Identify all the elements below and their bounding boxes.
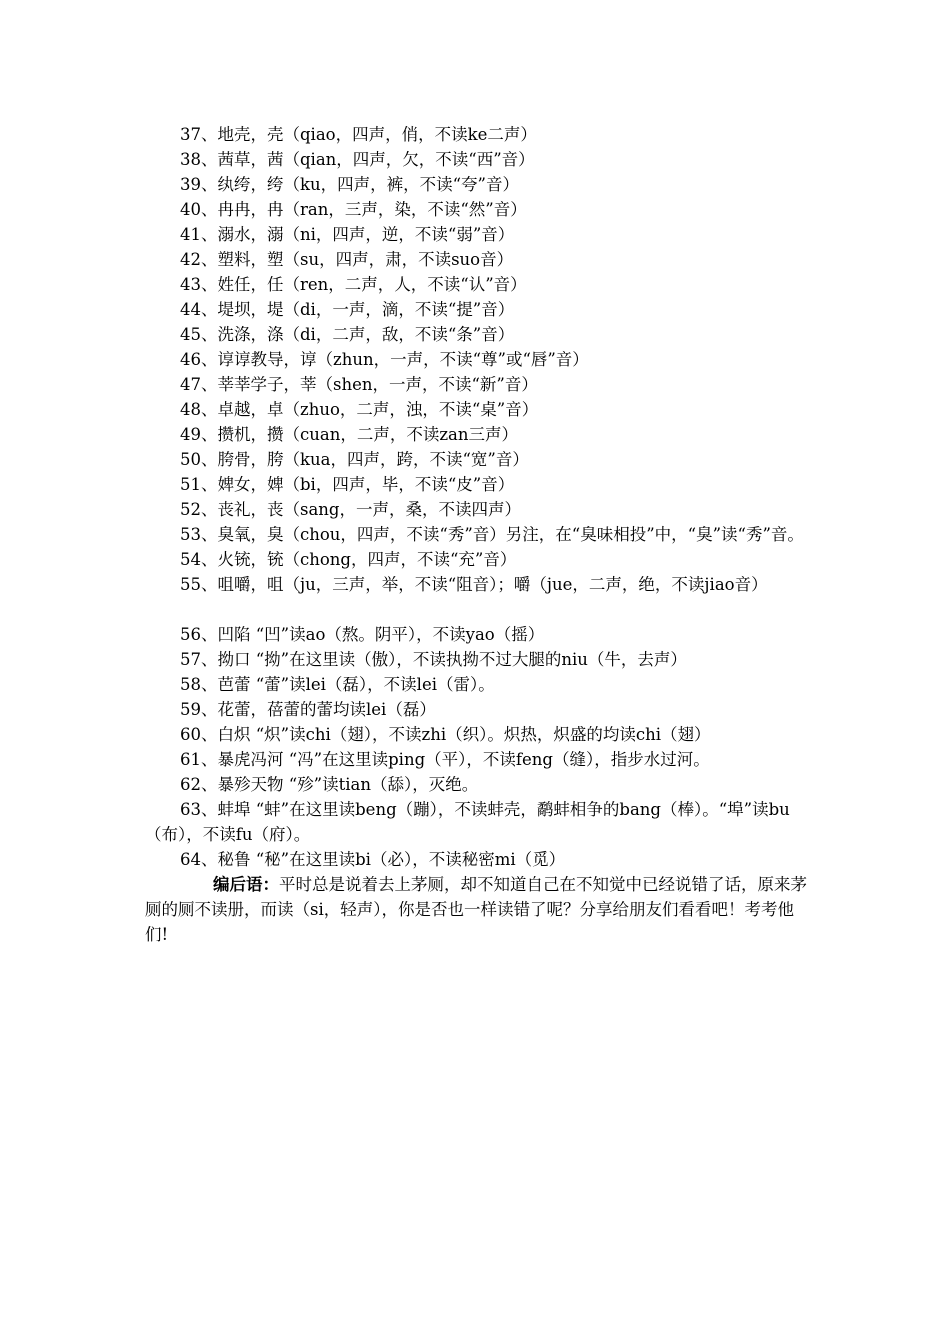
list-item: 47、莘莘学子，莘（shen，一声，不读“新”音） xyxy=(180,375,538,394)
closing-text: 平时总是说着去上茅厕，却不知道自己在不知觉中已经说错了话，原来茅厕的厕不读册，而读（si，轻声），你是否也一样读错了呢？分享给朋友们看看吧！考考他们! xyxy=(145,875,807,944)
list-item: 38、茜草，茜（qian，四声，欠，不读“西”音） xyxy=(180,150,535,169)
closing-note xyxy=(145,872,807,947)
list-item: 49、攒机，攒（cuan，二声，不读zan三声） xyxy=(180,425,518,444)
list-item: 48、卓越，卓（zhuo，二声，浊，不读“桌”音） xyxy=(180,400,539,419)
list-item: 54、火铳，铳（chong，四声，不读“充”音） xyxy=(180,550,517,569)
list-item: 56、凹陷 “凹”读ao（熬。阴平），不读yao（摇） xyxy=(180,625,545,644)
list-item: 45、洗涤，涤（di，二声，敌，不读“条”音） xyxy=(180,325,515,344)
list-item: 62、暴殄天物 “殄”读tian（舔），灭绝。 xyxy=(180,775,479,794)
list-item: 64、秘鲁 “秘”在这里读bi（必），不读秘密mi（觅） xyxy=(180,850,566,869)
list-item: 55、咀嚼，咀（ju，三声，举，不读“阻音）；嚼（jue，二声，绝，不读jiao音） xyxy=(180,575,768,594)
list-item: 51、婢女，婢（bi，四声，毕，不读“皮”音） xyxy=(180,475,515,494)
list-item: 60、白炽 “炽”读chi（翅），不读zhi（织）。炽热，炽盛的均读chi（翅） xyxy=(180,725,711,744)
list-item: 46、谆谆教导，谆（zhun，一声，不读“尊”或“唇”音） xyxy=(180,350,589,369)
list-item: 39、纨绔，绔（ku，四声，裤，不读“夸”音） xyxy=(180,175,519,194)
list-item: 59、花蕾，蓓蕾的蕾均读lei（磊） xyxy=(180,700,436,719)
list-item: 57、拗口 “拗”在这里读（傲），不读执拗不过大腿的niu（牛，去声） xyxy=(180,650,687,669)
list-item: 58、芭蕾 “蕾”读lei（磊），不读lei（雷）。 xyxy=(180,675,495,694)
list-item: 37、地壳，壳（qiao，四声，俏，不读ke二声） xyxy=(180,125,537,144)
blank-line xyxy=(145,597,807,622)
list-item: 41、溺水，溺（ni，四声，逆，不读“弱”音） xyxy=(180,225,515,244)
list-item: 42、塑料，塑（su，四声，肃，不读suo音） xyxy=(180,250,514,269)
list-item: 63、蚌埠 “蚌”在这里读beng（蹦），不读蚌壳，鹬蚌相争的bang（棒）。“埠”读bu（布），不读fu（府）。 xyxy=(145,800,790,844)
list-item: 52、丧礼，丧（sang，一声，桑，不读四声） xyxy=(180,500,521,519)
list-item: 50、胯骨，胯（kua，四声，跨，不读“宽”音） xyxy=(180,450,529,469)
list-item: 61、暴虎冯河 “冯”在这里读ping（平），不读feng（缝），指步水过河。 xyxy=(180,750,710,769)
document-body xyxy=(145,122,807,947)
closing-label: 编后语： xyxy=(213,875,279,894)
list-item: 53、臭氧，臭（chou，四声，不读“秀”音）另注，在“臭味相投”中，“臭”读“秀”音。 xyxy=(180,525,804,544)
list-item: 44、堤坝，堤（di，一声，滴，不读“提”音） xyxy=(180,300,515,319)
list-item: 43、姓任，任（ren，二声，人，不读“认”音） xyxy=(180,275,527,294)
list-item: 40、冉冉，冉（ran，三声，染，不读“然”音） xyxy=(180,200,527,219)
